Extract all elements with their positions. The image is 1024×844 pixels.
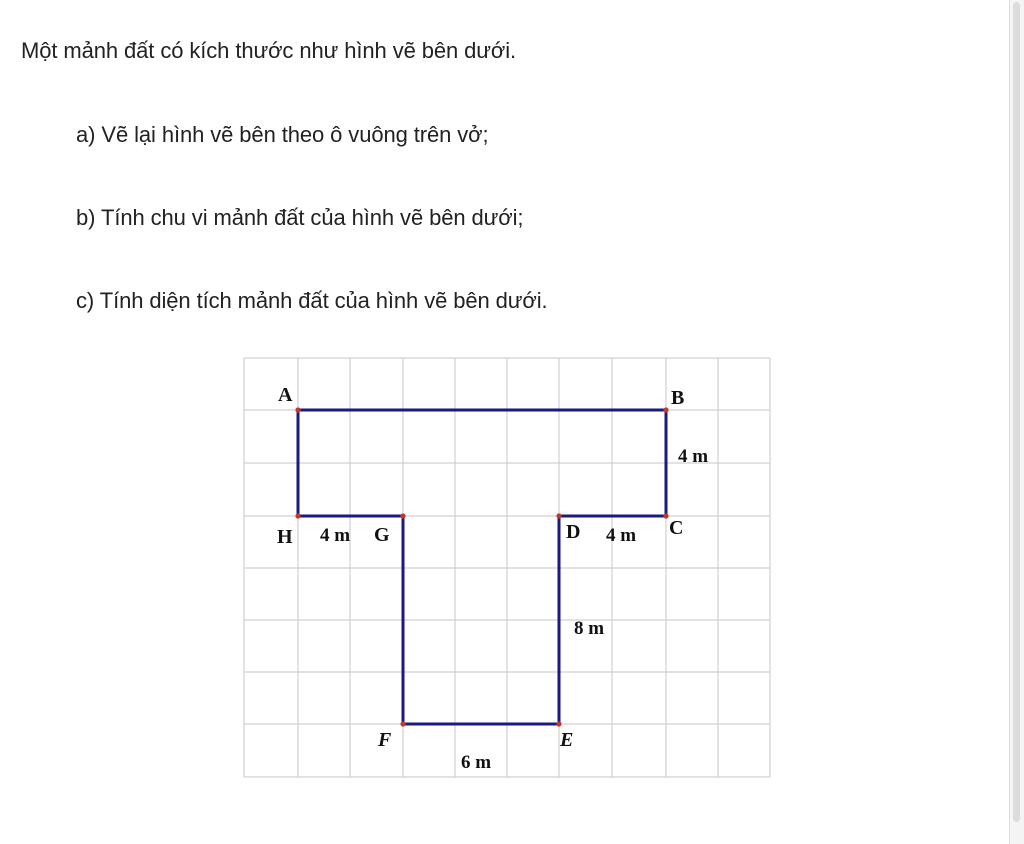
label-vertex-e: E: [560, 729, 574, 751]
label-vertex-f: F: [378, 729, 392, 751]
square-grid: [244, 358, 770, 777]
scrollbar-thumb[interactable]: [1013, 2, 1020, 822]
task-c: c) Tính diện tích mảnh đất của hình vẽ bên dưới.: [76, 288, 548, 313]
task-a: a) Vẽ lại hình vẽ bên theo ô vuông trên vở;: [76, 122, 489, 147]
measure-dc: 4 m: [606, 525, 637, 546]
land-plot-outline: [298, 410, 666, 724]
vertex-point-d: [556, 513, 561, 518]
vertical-scrollbar[interactable]: [1009, 0, 1024, 844]
label-vertex-a: A: [278, 384, 293, 406]
vertex-points: [295, 407, 668, 726]
vertex-point-h: [295, 513, 300, 518]
label-vertex-c: C: [669, 517, 684, 539]
measure-bc: 4 m: [678, 446, 709, 467]
task-b: b) Tính chu vi mảnh đất của hình vẽ bên dưới;: [76, 205, 524, 230]
label-vertex-h: H: [277, 526, 293, 548]
vertex-point-f: [400, 721, 405, 726]
vertex-point-g: [400, 513, 405, 518]
label-vertex-g: G: [374, 524, 390, 546]
label-vertex-b: B: [671, 387, 685, 409]
vertex-point-a: [295, 407, 300, 412]
vertex-point-e: [556, 721, 561, 726]
vertex-point-c: [663, 513, 668, 518]
measure-fe: 6 m: [461, 752, 492, 773]
measure-hg: 4 m: [320, 525, 351, 546]
vertex-point-b: [663, 407, 668, 412]
measure-de: 8 m: [574, 618, 605, 639]
label-vertex-d: D: [566, 521, 581, 543]
problem-intro: Một mảnh đất có kích thước như hình vẽ bên dưới.: [21, 38, 517, 63]
